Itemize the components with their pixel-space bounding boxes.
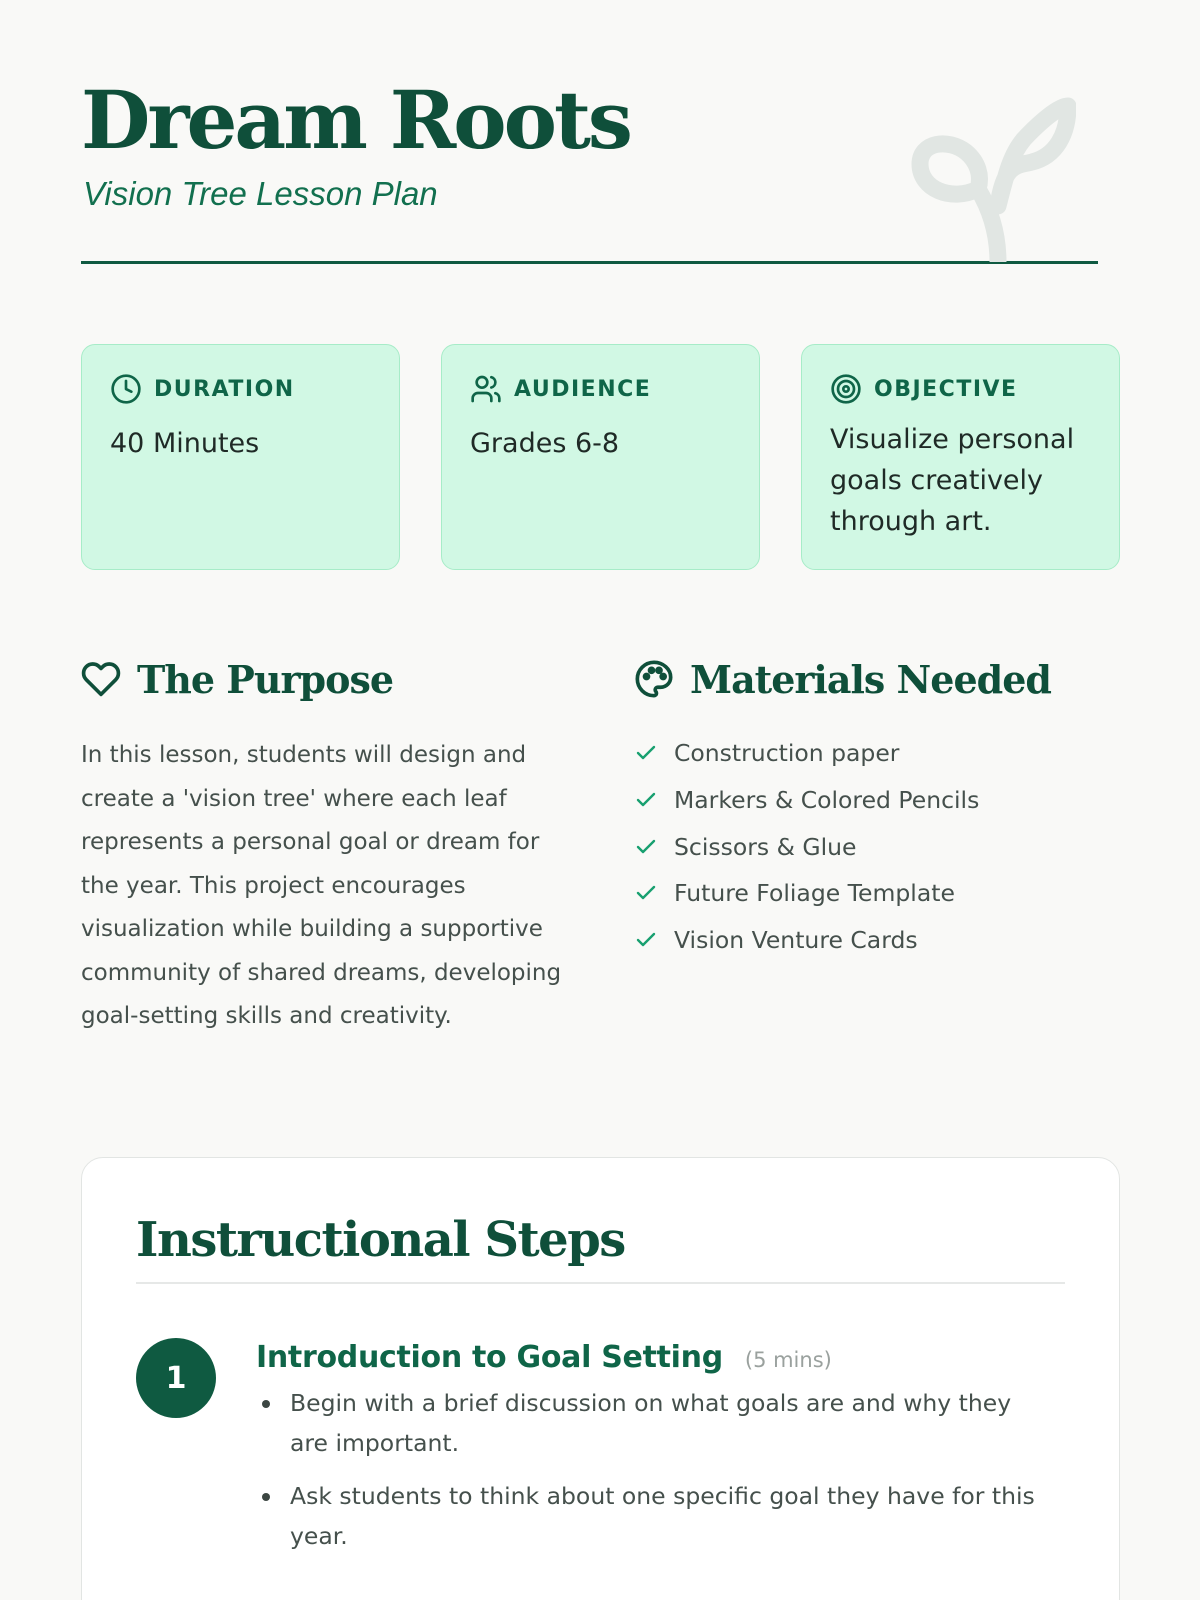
card-label: DURATION xyxy=(154,376,295,402)
users-icon xyxy=(470,373,502,405)
card-header xyxy=(830,371,1091,407)
material-label: Future Foliage Template xyxy=(674,879,955,908)
sprout-icon xyxy=(906,94,1076,262)
target-icon xyxy=(830,373,862,405)
duration-card xyxy=(81,344,400,570)
card-value: 40 Minutes xyxy=(110,428,260,459)
list-item xyxy=(634,870,1114,917)
purpose-title: The Purpose xyxy=(137,656,394,702)
card-value: Visualize personal goals creatively through art. xyxy=(830,424,1075,537)
list-item xyxy=(634,917,1114,964)
section-title xyxy=(81,654,581,704)
card-value: Grades 6-8 xyxy=(470,428,620,459)
material-label: Markers & Colored Pencils xyxy=(674,786,980,815)
clock-icon xyxy=(110,373,142,405)
page-subtitle: Vision Tree Lesson Plan xyxy=(83,175,438,212)
page-header xyxy=(81,0,1098,264)
list-item: Begin with a brief discussion on what goals are and why they are important. xyxy=(256,1383,1036,1463)
step-header xyxy=(256,1338,1065,1375)
list-item xyxy=(634,777,1114,824)
materials-title: Materials Needed xyxy=(690,656,1051,702)
material-label: Scissors & Glue xyxy=(674,832,857,861)
purpose-text: In this lesson, students will design and create a 'vision tree' where each leaf represents a personal goal or dream for the year. This project encourages visualization while building a supportive community of shared dreams, developing goal-setting skills and creativity. xyxy=(81,742,562,1029)
section-title xyxy=(634,654,1114,704)
materials-list xyxy=(634,730,1114,963)
card-label: OBJECTIVE xyxy=(874,376,1018,402)
info-cards xyxy=(81,344,1120,570)
card-header xyxy=(110,371,371,407)
heart-icon xyxy=(81,659,121,699)
check-icon xyxy=(634,928,658,952)
steps-title: Instructional Steps xyxy=(136,1216,1065,1284)
step-bullets xyxy=(256,1383,1065,1556)
material-label: Vision Venture Cards xyxy=(674,926,918,955)
material-label: Construction paper xyxy=(674,739,900,768)
list-item xyxy=(634,823,1114,870)
objective-card xyxy=(801,344,1120,570)
check-icon xyxy=(634,835,658,859)
instructional-steps-card xyxy=(81,1157,1120,1600)
page-title: Dream Roots xyxy=(81,73,630,167)
card-header xyxy=(470,371,731,407)
card-label: AUDIENCE xyxy=(514,376,652,402)
check-icon xyxy=(634,881,658,905)
purpose-section xyxy=(81,654,581,1039)
step-duration: (5 mins) xyxy=(744,1348,832,1372)
palette-icon xyxy=(634,659,674,699)
step-item xyxy=(136,1338,1065,1556)
check-icon xyxy=(634,788,658,812)
step-number-badge: 1 xyxy=(136,1338,216,1418)
check-icon xyxy=(634,741,658,765)
step-title: Introduction to Goal Setting xyxy=(256,1340,723,1375)
list-item: Ask students to think about one specific goal they have for this year. xyxy=(256,1476,1036,1556)
audience-card xyxy=(441,344,760,570)
list-item xyxy=(634,730,1114,777)
materials-section xyxy=(634,654,1114,963)
